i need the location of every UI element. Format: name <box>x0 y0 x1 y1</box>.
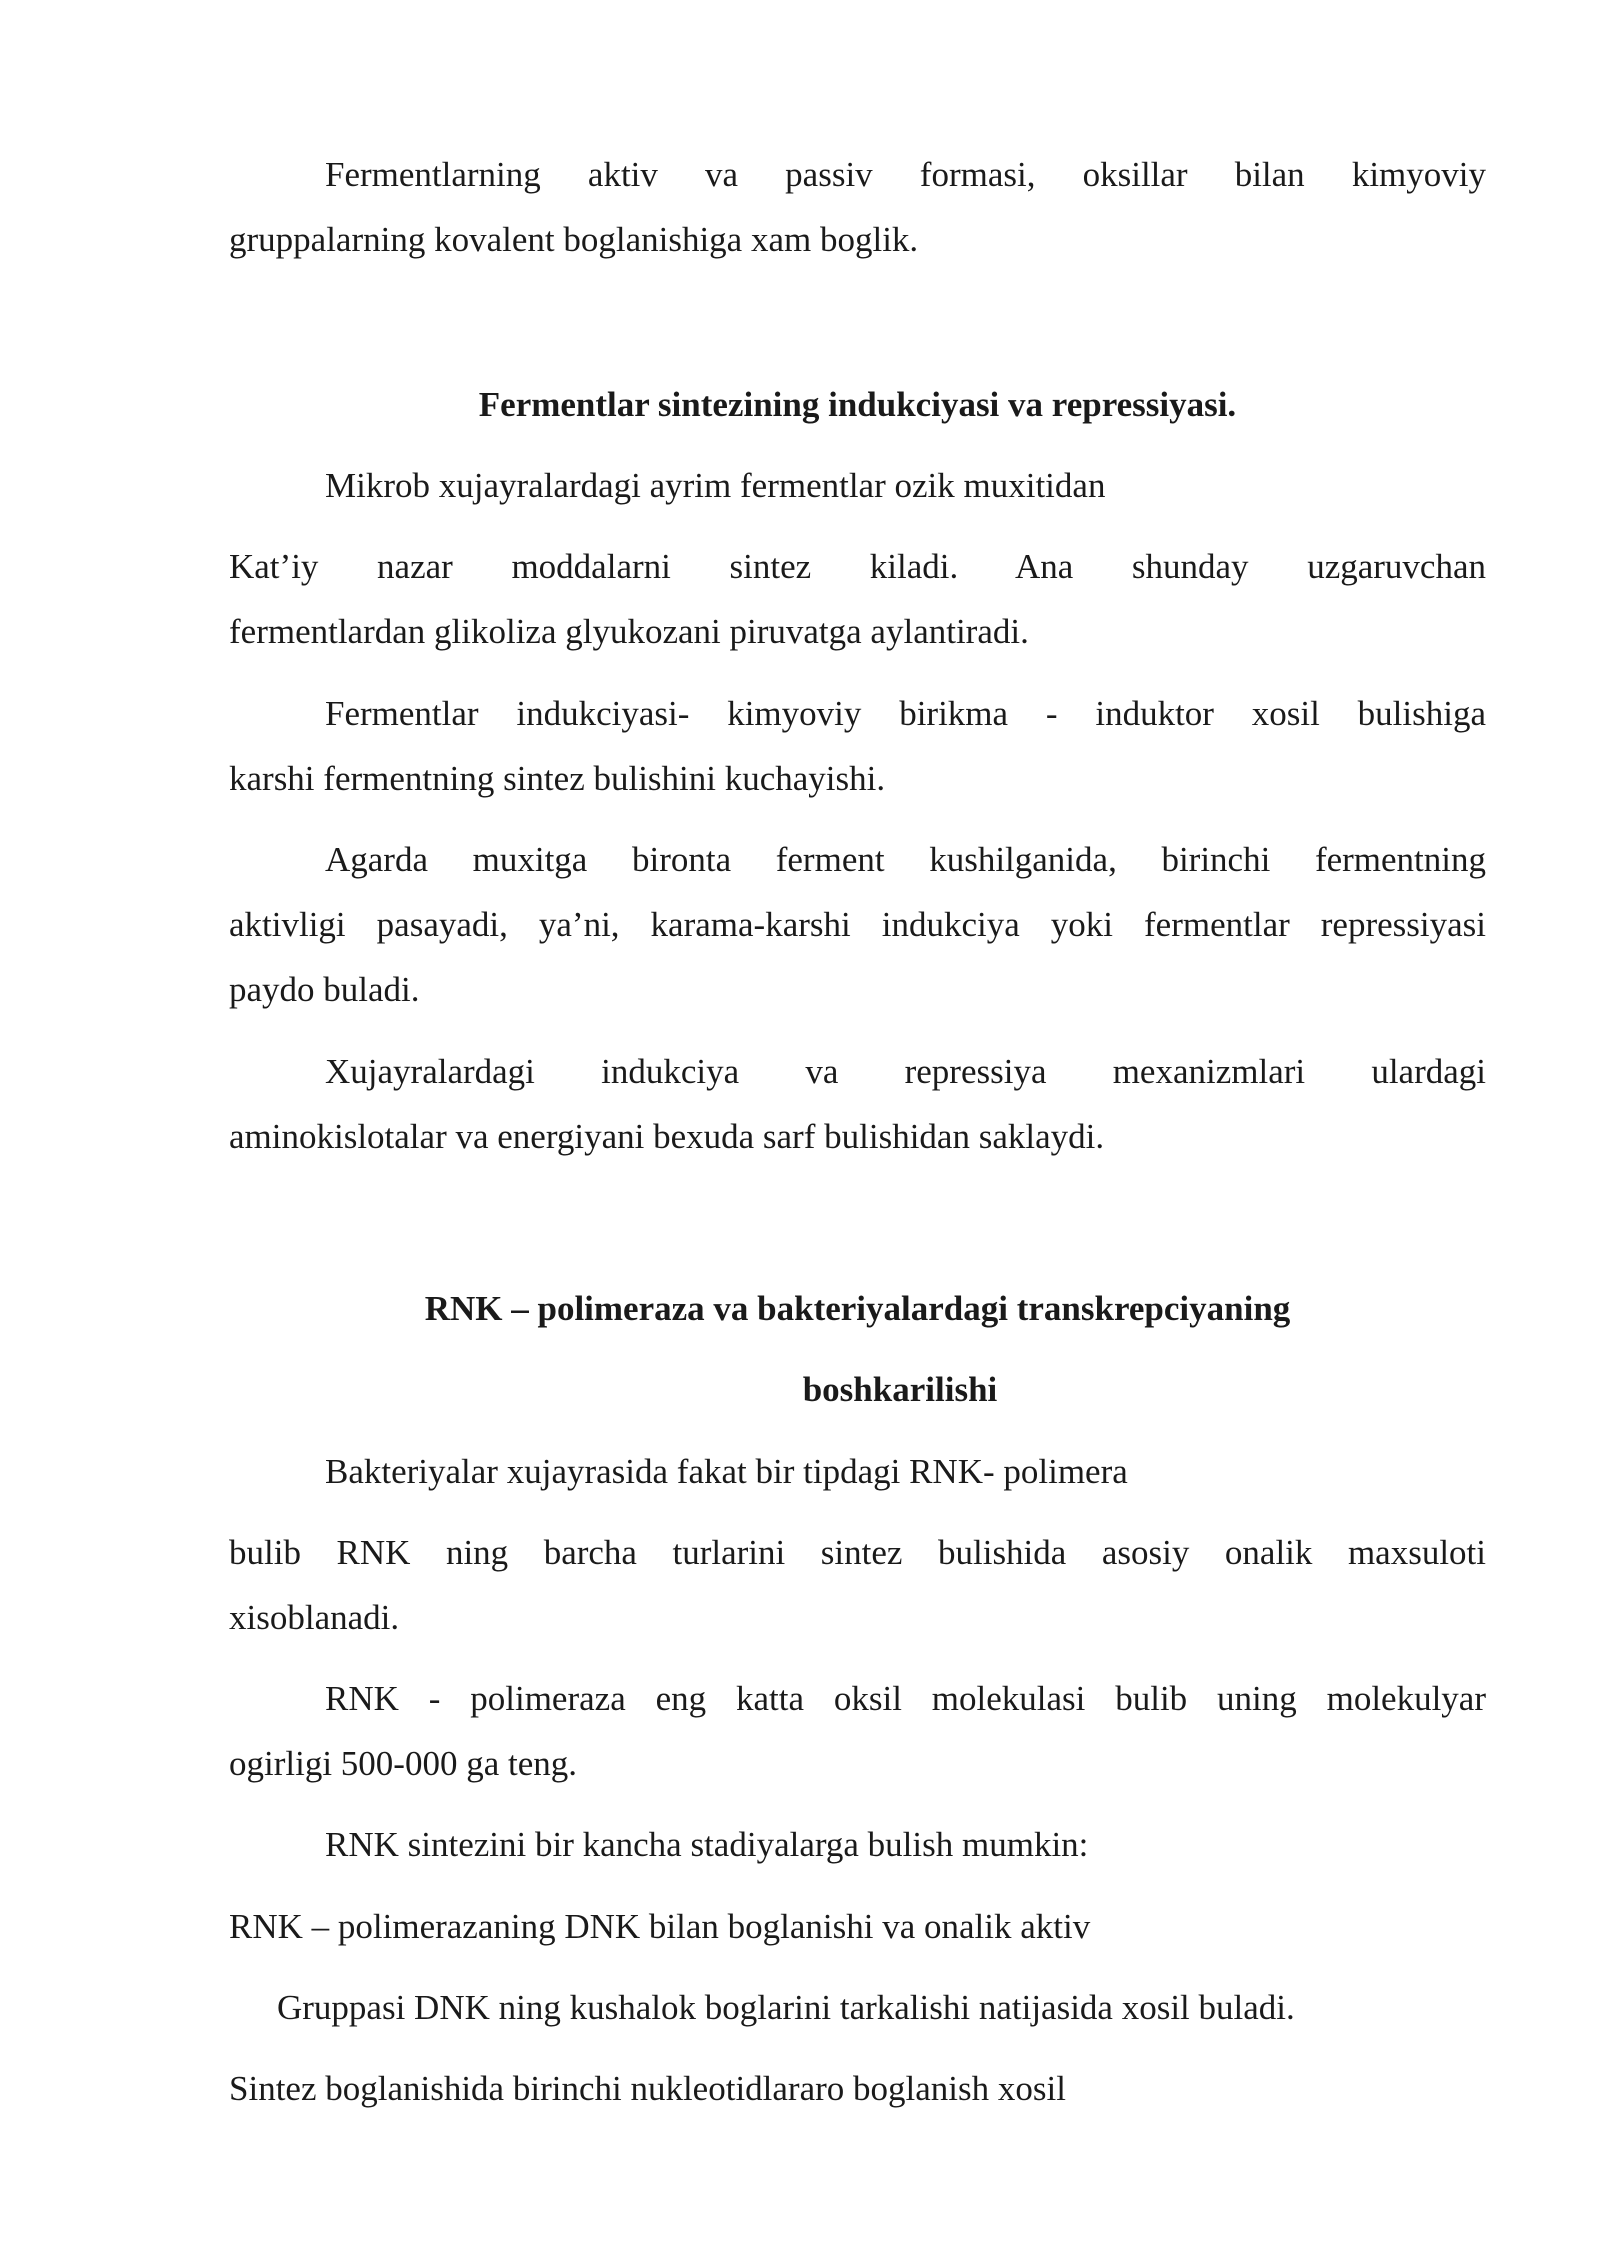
paragraph-line: Bakteriyalar xujayrasida fakat bir tipdagi RNK- polimera <box>325 1452 1128 1491</box>
paragraph-line: xisoblanadi. <box>229 1598 400 1637</box>
paragraph-line: ogirligi 500-000 ga teng. <box>229 1744 578 1783</box>
paragraph-line: Xujayralardagi indukciya va repressiya mexanizmlari ulardagi <box>325 1052 1486 1091</box>
paragraph-line: Sintez boglanishida birinchi nukleotidlararo boglanish xosil <box>229 2069 1066 2108</box>
paragraph-line: RNK sintezini bir kancha stadiyalarga bulish mumkin: <box>325 1825 1089 1864</box>
paragraph-line: Mikrob xujayralardagi ayrim fermentlar ozik muxitidan <box>325 466 1106 505</box>
section-heading: boshkarilishi <box>802 1370 998 1409</box>
paragraph-line: RNK – polimerazaning DNK bilan boglanishi va onalik aktiv <box>229 1907 1091 1946</box>
section-heading: RNK – polimeraza va bakteriyalardagi transkrepciyaning <box>424 1289 1291 1328</box>
paragraph-line: fermentlardan glikoliza glyukozani piruvatga aylantiradi. <box>229 612 1029 651</box>
paragraph-line: aktivligi pasayadi, ya’ni, karama-karshi indukciya yoki fermentlar repressiyasi <box>229 905 1486 944</box>
paragraph-line: karshi fermentning sintez bulishini kuchayishi. <box>229 759 886 798</box>
paragraph-line: Fermentlar indukciyasi- kimyoviy birikma - induktor xosil bulishiga <box>325 694 1486 733</box>
paragraph-line: gruppalarning kovalent boglanishiga xam boglik. <box>229 220 919 259</box>
paragraph-line: Agarda muxitga bironta ferment kushilganida, birinchi fermentning <box>325 840 1486 879</box>
paragraph-line: Kat’iy nazar moddalarni sintez kiladi. Ana shunday uzgaruvchan <box>229 547 1486 586</box>
paragraph-line: Fermentlarning aktiv va passiv formasi, oksillar bilan kimyoviy <box>325 155 1486 194</box>
section-heading: Fermentlar sintezining indukciyasi va repressiyasi. <box>478 385 1237 424</box>
paragraph-line: paydo buladi. <box>229 970 420 1009</box>
paragraph-line: RNK - polimeraza eng katta oksil molekulasi bulib uning molekulyar <box>325 1679 1486 1718</box>
paragraph-line: aminokislotalar va energiyani bexuda sarf bulishidan saklaydi. <box>229 1117 1105 1156</box>
paragraph-line: Gruppasi DNK ning kushalok boglarini tarkalishi natijasida xosil buladi. <box>277 1988 1295 2027</box>
paragraph-line: bulib RNK ning barcha turlarini sintez bulishida asosiy onalik maxsuloti <box>229 1533 1486 1572</box>
